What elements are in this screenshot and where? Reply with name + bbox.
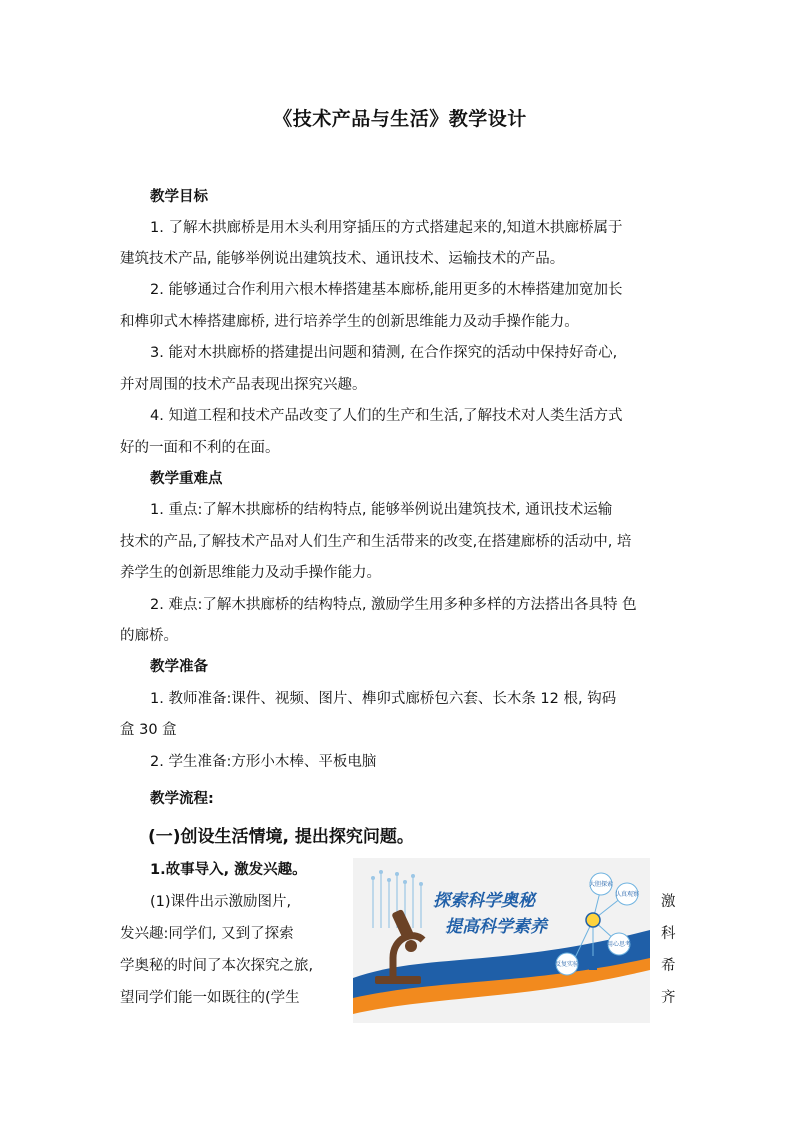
bulb-icon <box>586 913 600 927</box>
banner-slogan-2: 提高科学素养 <box>445 917 547 937</box>
wrap-right-1: 激 <box>661 894 676 910</box>
prep-1-line-1: 1. 教师准备:课件、视频、图片、榫卯式廊桥包六套、长木条 12 根, 钩码 <box>150 691 617 707</box>
wrap-left-1: (1)课件出示激励图片, <box>150 894 292 910</box>
wrap-left-2: 发兴趣:同学们, 又到了探索 <box>120 926 294 942</box>
wrap-left-4: 望同学们能一如既往的(学生 <box>120 990 300 1006</box>
sub-1-heading: 1.故事导入, 激发兴趣。 <box>150 862 307 878</box>
goal-4-line-2: 好的一面和不利的在面。 <box>120 440 280 456</box>
key-1-line-3: 养学生的创新思维能力及动手操作能力。 <box>120 565 381 581</box>
goal-4-line-1: 4. 知道工程和技术产品改变了人们的生产和生活,了解技术对人类生活方式 <box>150 408 623 424</box>
goal-3-line-2: 并对周围的技术产品表现出探究兴趣。 <box>120 377 367 393</box>
bubble-3: 用心思考 <box>606 941 632 948</box>
goal-1-line-2: 建筑技术产品, 能够举例说出建筑技术、通讯技术、运输技术的产品。 <box>120 251 565 267</box>
key-1-line-2: 技术的产品,了解技术产品对人们生产和生活带来的改变,在搭建廊桥的活动中, 培 <box>120 534 632 550</box>
wrap-right-4: 齐 <box>661 990 676 1006</box>
wrap-right-2: 科 <box>661 926 676 942</box>
wrap-left-3: 学奥秘的时间了本次探究之旅, <box>120 958 314 974</box>
prep-2-line-1: 2. 学生准备:方形小木棒、平板电脑 <box>150 754 377 770</box>
key-1-line-1: 1. 重点:了解木拱廊桥的结构特点, 能够举例说出建筑技术, 通讯技术运输 <box>150 502 613 518</box>
prep-heading: 教学准备 <box>150 659 208 675</box>
bubble-2: 认真观察 <box>614 891 640 898</box>
goal-3-line-1: 3. 能对木拱廊桥的搭建提出问题和猜测, 在合作探究的活动中保持好奇心, <box>150 345 618 361</box>
goal-1-line-1: 1. 了解木拱廊桥是用木头利用穿插压的方式搭建起来的,知道木拱廊桥属于 <box>150 220 623 236</box>
key-heading: 教学重难点 <box>150 471 223 487</box>
banner-slogan-1: 探索科学奥秘 <box>433 891 535 911</box>
prep-1-line-2: 盒 30 盒 <box>120 722 177 738</box>
banner-graphic <box>353 858 650 1023</box>
flow-heading: 教学流程: <box>150 791 214 807</box>
goal-2-line-1: 2. 能够通过合作利用六根木棒搭建基本廊桥,能用更多的木棒搭建加宽加长 <box>150 282 623 298</box>
science-banner-image <box>353 858 650 1023</box>
bubble-4: 反复实验 <box>554 961 580 968</box>
document-title: 《技术产品与生活》教学设计 <box>273 108 527 130</box>
key-2-line-2: 的廊桥。 <box>120 628 178 644</box>
bubble-1: 大胆探索 <box>588 881 614 888</box>
goals-heading: 教学目标 <box>150 189 208 205</box>
key-2-line-1: 2. 难点:了解木拱廊桥的结构特点, 激励学生用多种多样的方法搭出各具特 色 <box>150 597 637 613</box>
goal-2-line-2: 和榫卯式木棒搭建廊桥, 进行培养学生的创新思维能力及动手操作能力。 <box>120 314 579 330</box>
wrap-right-3: 希 <box>661 958 676 974</box>
section-1-heading: (一)创设生活情境, 提出探究问题。 <box>148 827 414 847</box>
